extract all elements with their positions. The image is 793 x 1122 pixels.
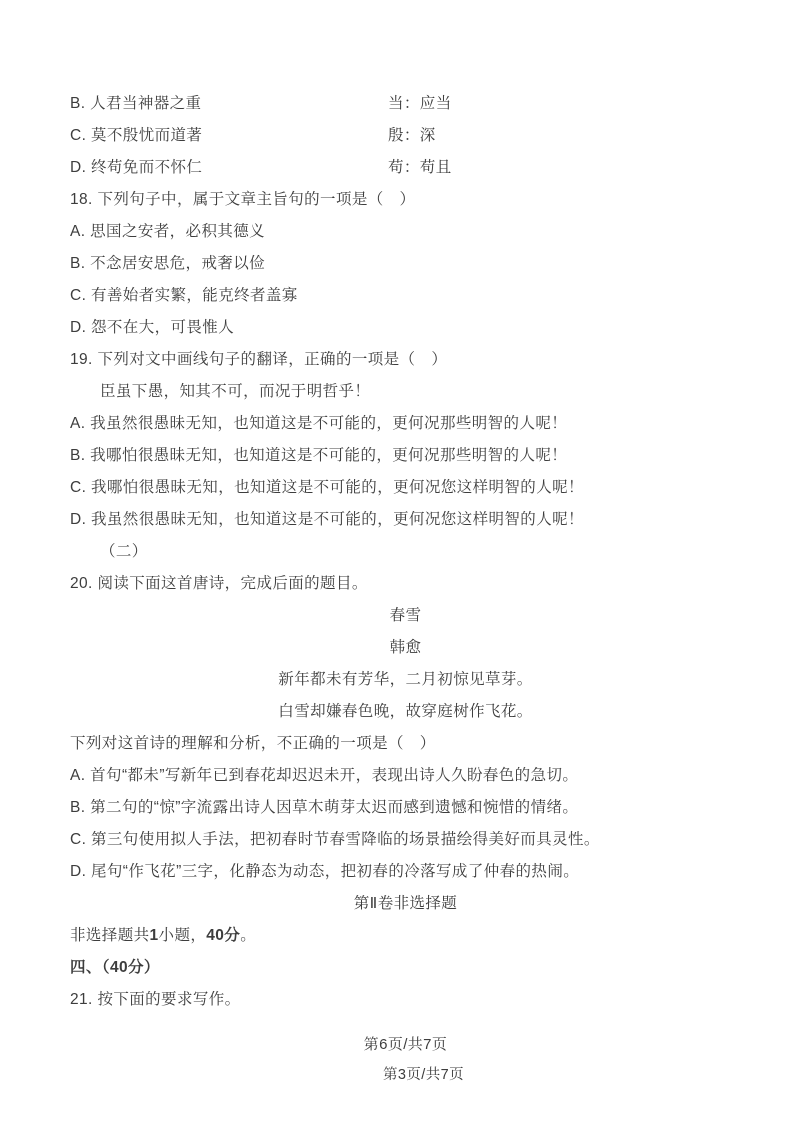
option-text: C. 莫不殷忧而道著 <box>70 127 203 144</box>
question-19-option-a: A. 我虽然很愚昧无知，也知道这是不可能的，更何况那些明智的人呢！ <box>70 415 568 432</box>
option-b-with-gloss <box>70 88 741 120</box>
poem-author: 韩愈 <box>389 639 422 656</box>
poem-line-2: 白雪却嫌春色晚，故穿庭树作飞花。 <box>278 703 533 720</box>
question-20-option-a: A. 首句“都未”写新年已到春花却迟迟未开，表现出诗人久盼春色的急切。 <box>70 767 579 784</box>
section-two-label: （二） <box>100 543 148 560</box>
question-20-prompt: 下列对这首诗的理解和分析，不正确的一项是（ ） <box>70 735 436 752</box>
question-18-option-b: B. 不念居安思危，戒奢以俭 <box>70 255 266 272</box>
part-four-header: 四、（40分） <box>70 959 160 976</box>
plain-text: 小题， <box>158 927 207 944</box>
question-20-option-b: B. 第二句的“惊”字流露出诗人因草木萌芽太迟而感到遗憾和惋惜的情绪。 <box>70 799 579 816</box>
question-19-option-c: C. 我哪怕很愚昧无知，也知道这是不可能的，更何况您这样明智的人呢！ <box>70 479 584 496</box>
question-19-option-d: D. 我虽然很愚昧无知，也知道这是不可能的，更何况您这样明智的人呢！ <box>70 511 584 528</box>
emphasized-text: 1 <box>149 927 159 944</box>
non-choice-summary <box>70 920 741 952</box>
plain-text: 。 <box>240 927 257 944</box>
question-19-quote: 臣虽下愚，知其不可，而况于明哲乎！ <box>100 383 371 400</box>
document-body <box>70 88 741 1016</box>
option-text: B. 人君当神器之重 <box>70 95 202 112</box>
gloss-text: 苟：苟且 <box>388 159 452 176</box>
gloss-text: 当：应当 <box>388 95 452 112</box>
question-19-stem: 19. 下列对文中画线句子的翻译，正确的一项是（ ） <box>70 351 448 368</box>
option-text: D. 终苟免而不怀仁 <box>70 159 203 176</box>
question-18-option-d: D. 怨不在大，可畏惟人 <box>70 319 235 336</box>
document-inner-page-footer: 第6页/共7页 <box>363 1036 448 1053</box>
option-d-with-gloss <box>70 152 741 184</box>
emphasized-text: 40分 <box>206 927 241 944</box>
question-20-option-d: D. 尾句“作飞花”三字，化静态为动态，把初春的冷落写成了仲春的热闹。 <box>70 863 580 880</box>
question-20-stem: 20. 阅读下面这首唐诗，完成后面的题目。 <box>70 575 368 592</box>
poem-line-1: 新年都未有芳华，二月初惊见草芽。 <box>278 671 533 688</box>
question-19-option-b: B. 我哪怕很愚昧无知，也知道这是不可能的，更何况那些明智的人呢！ <box>70 447 568 464</box>
viewer-page-footer: 第3页/共7页 <box>383 1067 464 1083</box>
question-18-stem: 18. 下列句子中，属于文章主旨句的一项是（ ） <box>70 191 416 208</box>
question-21-stem: 21. 按下面的要求写作。 <box>70 991 241 1008</box>
plain-text: 非选择题共 <box>70 927 150 944</box>
question-18-option-a: A. 思国之安者，必积其德义 <box>70 223 266 240</box>
option-c-with-gloss <box>70 120 741 152</box>
section-ii-header: 第Ⅱ卷非选择题 <box>353 895 458 912</box>
poem-title: 春雪 <box>389 607 422 624</box>
question-20-option-c: C. 第三句使用拟人手法，把初春时节春雪降临的场景描绘得美好而具灵性。 <box>70 831 600 848</box>
question-18-option-c: C. 有善始者实繁，能克终者盖寡 <box>70 287 298 304</box>
gloss-text: 殷：深 <box>388 127 436 144</box>
